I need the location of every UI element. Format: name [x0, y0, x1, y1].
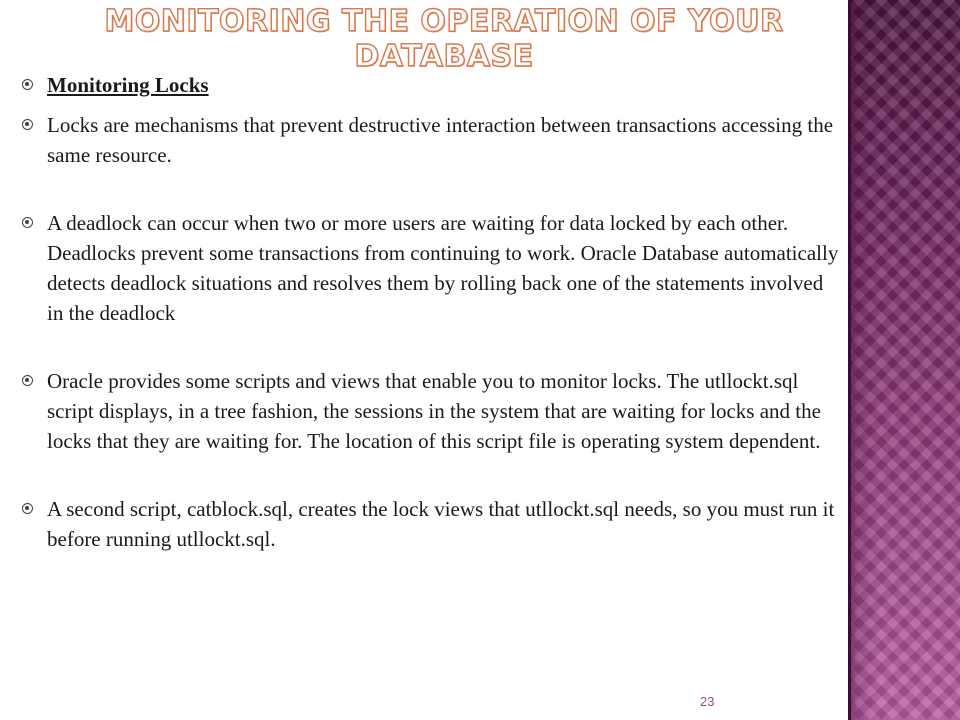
bullet-text: A second script, catblock.sql, creates the lock views that utllockt.sql needs, so you must run it before running utllockt.sql. — [47, 497, 835, 551]
circle-dot-bullet-icon — [22, 375, 33, 386]
decorative-side-panel — [848, 0, 960, 720]
bullet-item-deadlock — [22, 208, 842, 328]
circle-dot-bullet-icon — [22, 119, 33, 130]
bullet-text: Locks are mechanisms that prevent destructive interaction between transactions accessing the same resource. — [47, 113, 834, 167]
slide-title: MONITORING THE OPERATION OF YOUR DATABASE — [104, 4, 784, 74]
bullet-list — [22, 70, 842, 554]
circle-dot-bullet-icon — [22, 79, 33, 90]
bullet-item-catblock-script — [22, 494, 842, 554]
circle-dot-bullet-icon — [22, 503, 33, 514]
bullet-text: A deadlock can occur when two or more users are waiting for data locked by each other. Deadlocks prevent some transactions from continuing to work. Oracle Database automatically detects deadlock situations and resolves them by rolling back one of the statements involved in the deadlock — [47, 211, 839, 325]
bullet-text: Oracle provides some scripts and views that enable you to monitor locks. The utllockt.sql script displays, in a tree fashion, the sessions in the system that are waiting for locks and the locks that they are waiting for. The location of this script file is operating system dependent. — [47, 369, 821, 453]
bullet-heading: Monitoring Locks — [47, 73, 209, 97]
slide-number: 23 — [700, 694, 715, 709]
bullet-item-utllockt-script — [22, 366, 842, 456]
bullet-item-monitoring-locks — [22, 70, 842, 100]
side-panel-edge — [848, 0, 851, 720]
circle-dot-bullet-icon — [22, 217, 33, 228]
bullet-item-locks-definition — [22, 110, 842, 170]
